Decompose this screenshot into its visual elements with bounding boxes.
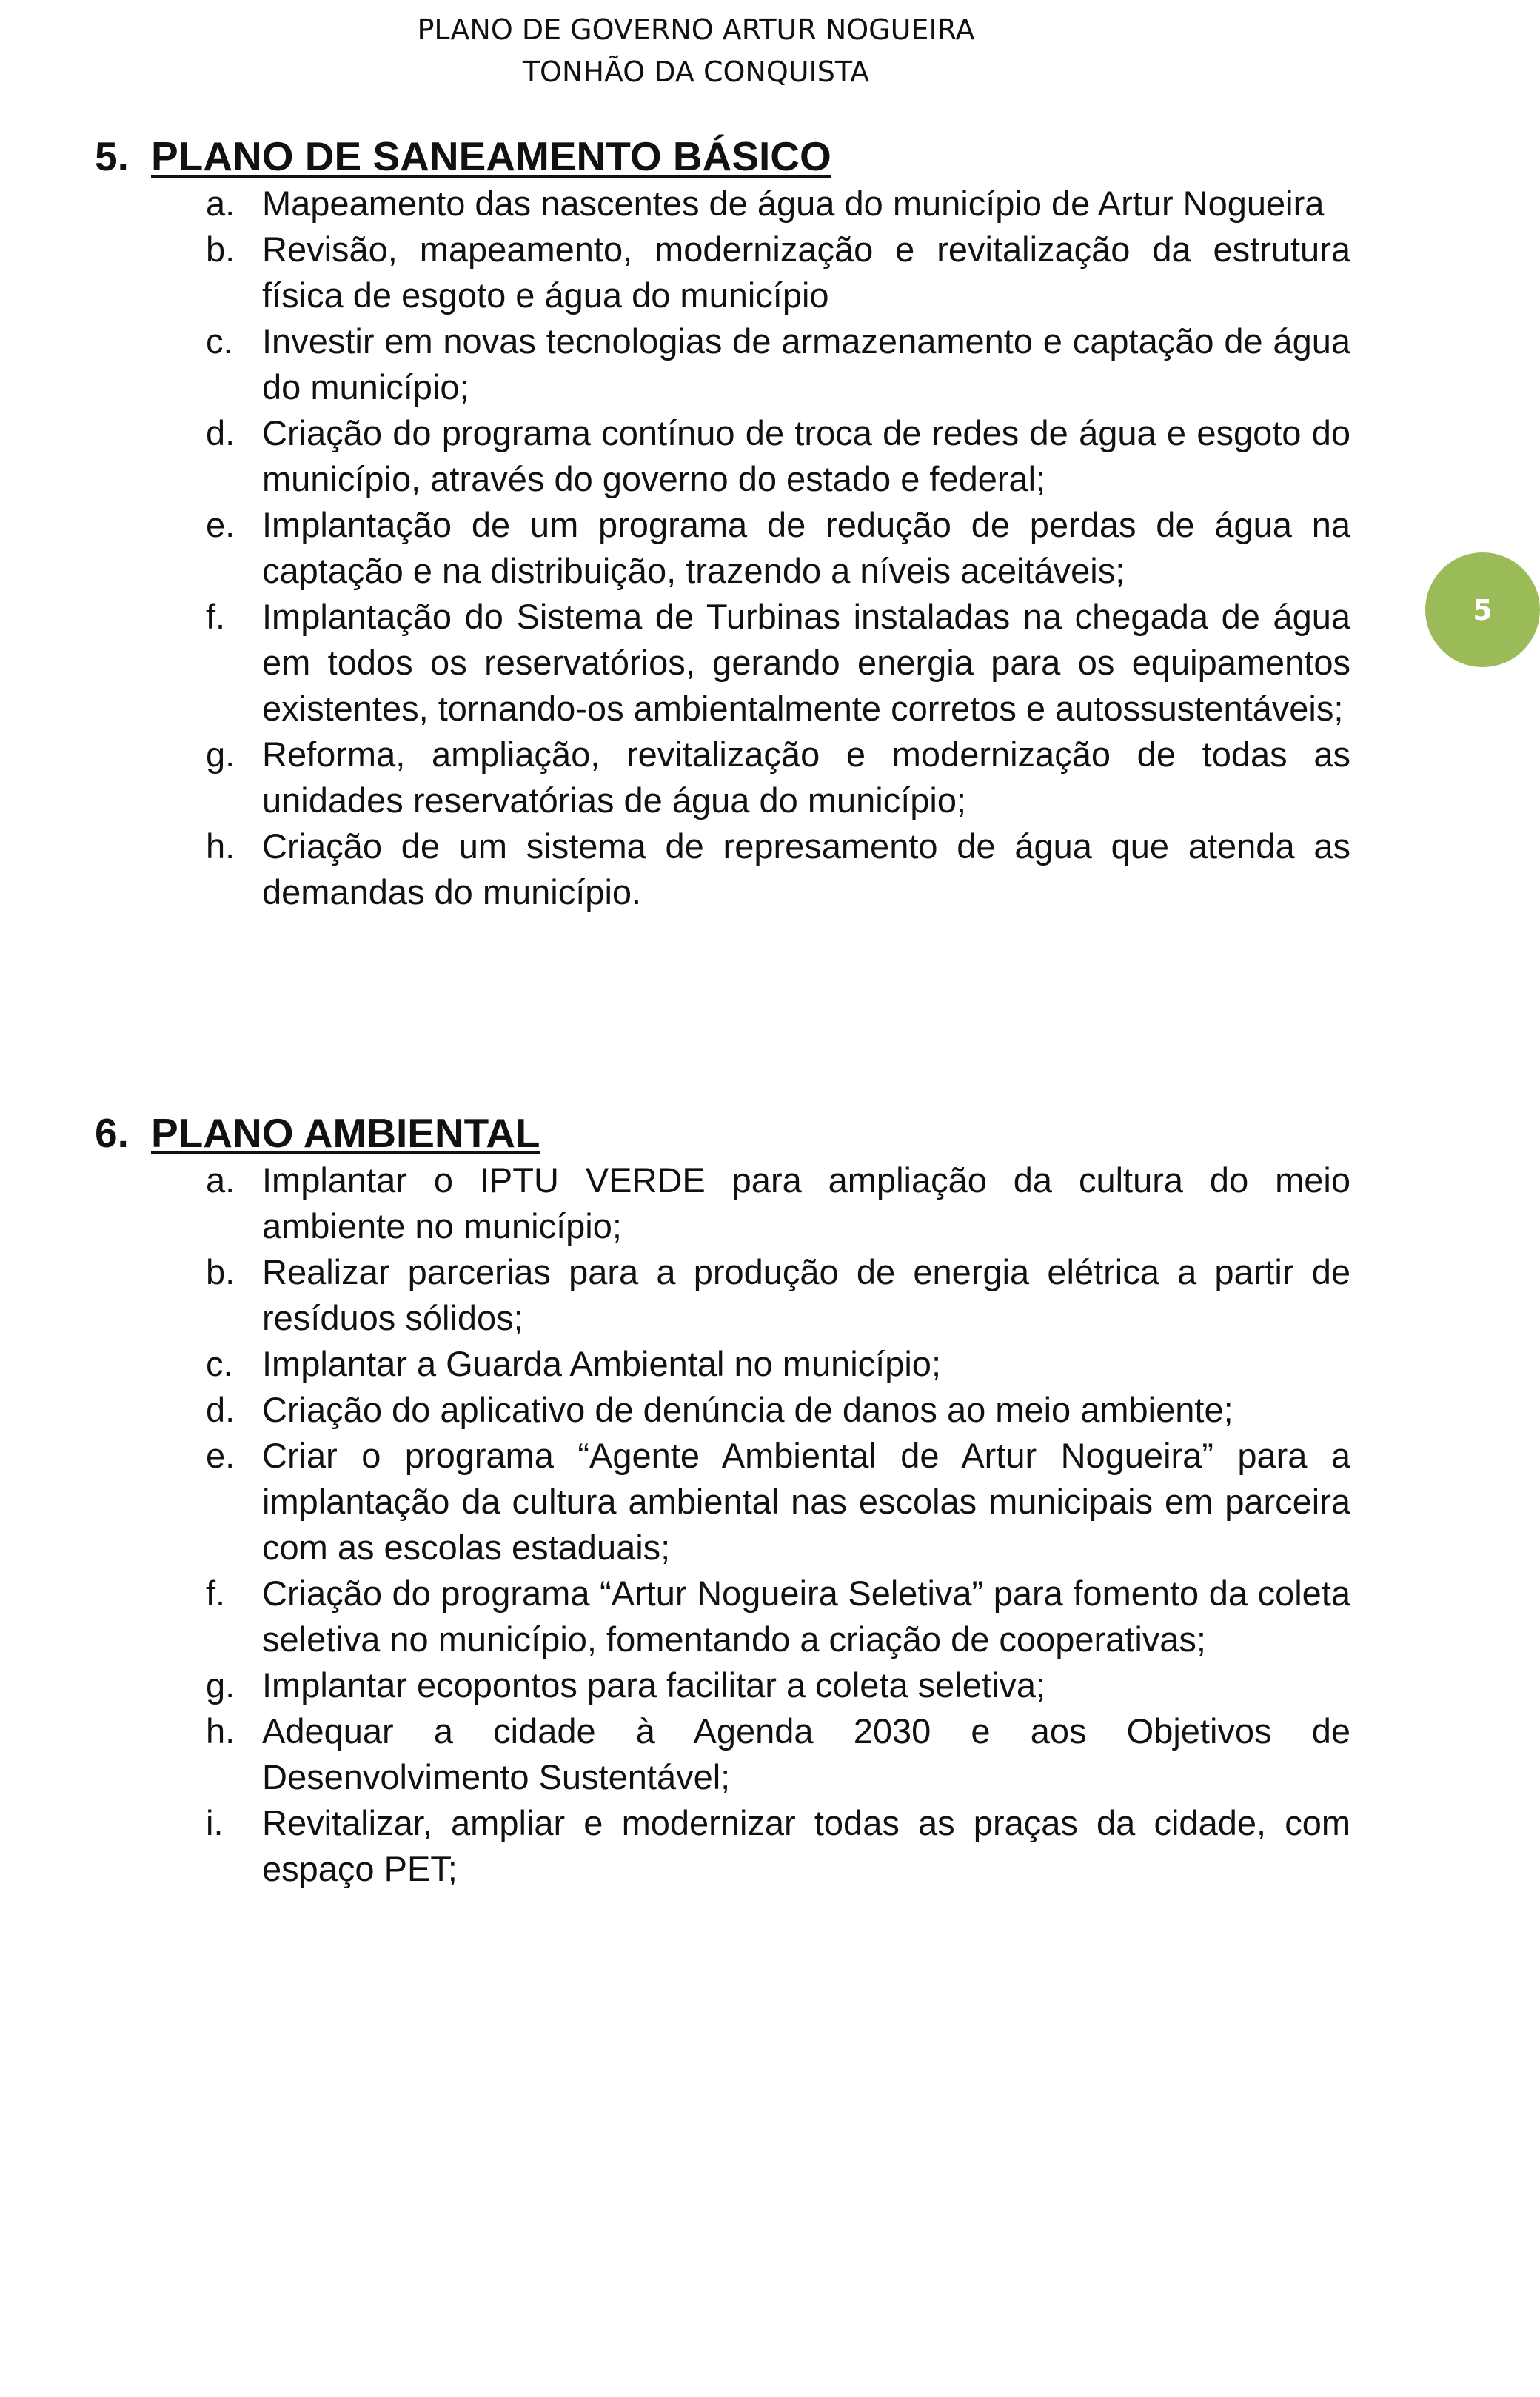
list-item	[95, 1157, 1350, 1249]
list-item	[95, 1341, 1350, 1387]
item-letter: b.	[206, 1252, 235, 1291]
item-text: Implantar ecopontos para facilitar a coleta seletiva;	[262, 1665, 1046, 1705]
item-letter: a.	[206, 1160, 235, 1200]
section-heading	[95, 1109, 1350, 1157]
list-item	[95, 1249, 1350, 1341]
item-text: Investir em novas tecnologias de armazenamento e captação de água do município;	[262, 321, 1350, 407]
item-text: Implantação de um programa de redução de perdas de água na captação e na distribuição, trazendo a níveis aceitáveis;	[262, 505, 1350, 590]
item-letter: b.	[206, 230, 235, 269]
item-letter: g.	[206, 735, 235, 774]
section-title: PLANO DE SANEAMENTO BÁSICO	[151, 133, 831, 179]
header-subtitle: TONHÃO DA CONQUISTA	[522, 56, 870, 88]
list-item	[95, 1387, 1350, 1433]
section-ambiental	[95, 1109, 1350, 1892]
page-number-badge: 5	[1425, 552, 1540, 667]
item-letter: f.	[206, 1574, 226, 1613]
section-number: 6.	[95, 1110, 129, 1156]
item-letter: c.	[206, 1344, 233, 1383]
item-letter: a.	[206, 184, 235, 223]
item-letter: f.	[206, 597, 226, 636]
saneamento-list	[95, 181, 1350, 915]
item-text: Criação do programa “Artur Nogueira Seletiva” para fomento da coleta seletiva no município, fomentando a criação de cooperativas;	[262, 1574, 1350, 1659]
item-text: Adequar a cidade à Agenda 2030 e aos Objetivos de Desenvolvimento Sustentável;	[262, 1711, 1350, 1796]
item-letter: i.	[206, 1803, 224, 1842]
item-text: Reforma, ampliação, revitalização e modernização de todas as unidades reservatórias de água do município;	[262, 735, 1350, 820]
item-letter: e.	[206, 1436, 235, 1475]
list-item	[95, 732, 1350, 823]
item-text: Realizar parcerias para a produção de energia elétrica a partir de resíduos sólidos;	[262, 1252, 1350, 1337]
item-letter: c.	[206, 321, 233, 361]
page-header	[0, 9, 1392, 93]
list-item	[95, 318, 1350, 410]
item-text: Mapeamento das nascentes de água do município de Artur Nogueira	[262, 184, 1325, 223]
list-item	[95, 1708, 1350, 1800]
item-letter: e.	[206, 505, 235, 544]
item-letter: h.	[206, 826, 235, 866]
list-item	[95, 594, 1350, 732]
item-letter: g.	[206, 1665, 235, 1705]
list-item	[95, 502, 1350, 594]
section-title: PLANO AMBIENTAL	[151, 1110, 540, 1156]
item-text: Criar o programa “Agente Ambiental de Artur Nogueira” para a implantação da cultura ambiental nas escolas municipais em parceira com as escolas estaduais;	[262, 1436, 1350, 1567]
section-number: 5.	[95, 133, 129, 179]
list-item	[95, 1800, 1350, 1892]
list-item	[95, 1571, 1350, 1662]
item-text: Criação do programa contínuo de troca de redes de água e esgoto do município, através do governo do estado e federal;	[262, 413, 1350, 498]
list-item	[95, 1662, 1350, 1708]
list-item	[95, 227, 1350, 318]
section-saneamento	[95, 132, 1350, 915]
item-text: Criação de um sistema de represamento de água que atenda as demandas do município.	[262, 826, 1350, 912]
item-letter: h.	[206, 1711, 235, 1751]
item-text: Implantar a Guarda Ambiental no município;	[262, 1344, 942, 1383]
item-text: Revitalizar, ampliar e modernizar todas as praças da cidade, com espaço PET;	[262, 1803, 1350, 1888]
section-heading	[95, 132, 1350, 181]
list-item	[95, 181, 1350, 227]
item-text: Implantar o IPTU VERDE para ampliação da cultura do meio ambiente no município;	[262, 1160, 1350, 1246]
list-item	[95, 410, 1350, 502]
list-item	[95, 823, 1350, 915]
item-text: Revisão, mapeamento, modernização e revitalização da estrutura física de esgoto e água do município	[262, 230, 1350, 315]
list-item	[95, 1433, 1350, 1571]
ambiental-list	[95, 1157, 1350, 1892]
header-title: PLANO DE GOVERNO ARTUR NOGUEIRA	[417, 13, 975, 46]
item-letter: d.	[206, 1390, 235, 1429]
item-text: Implantação do Sistema de Turbinas instaladas na chegada de água em todos os reservatórios, gerando energia para os equipamentos existentes, tornando-os ambientalmente corretos e autossustentáveis;	[262, 597, 1350, 728]
item-letter: d.	[206, 413, 235, 452]
item-text: Criação do aplicativo de denúncia de danos ao meio ambiente;	[262, 1390, 1233, 1429]
